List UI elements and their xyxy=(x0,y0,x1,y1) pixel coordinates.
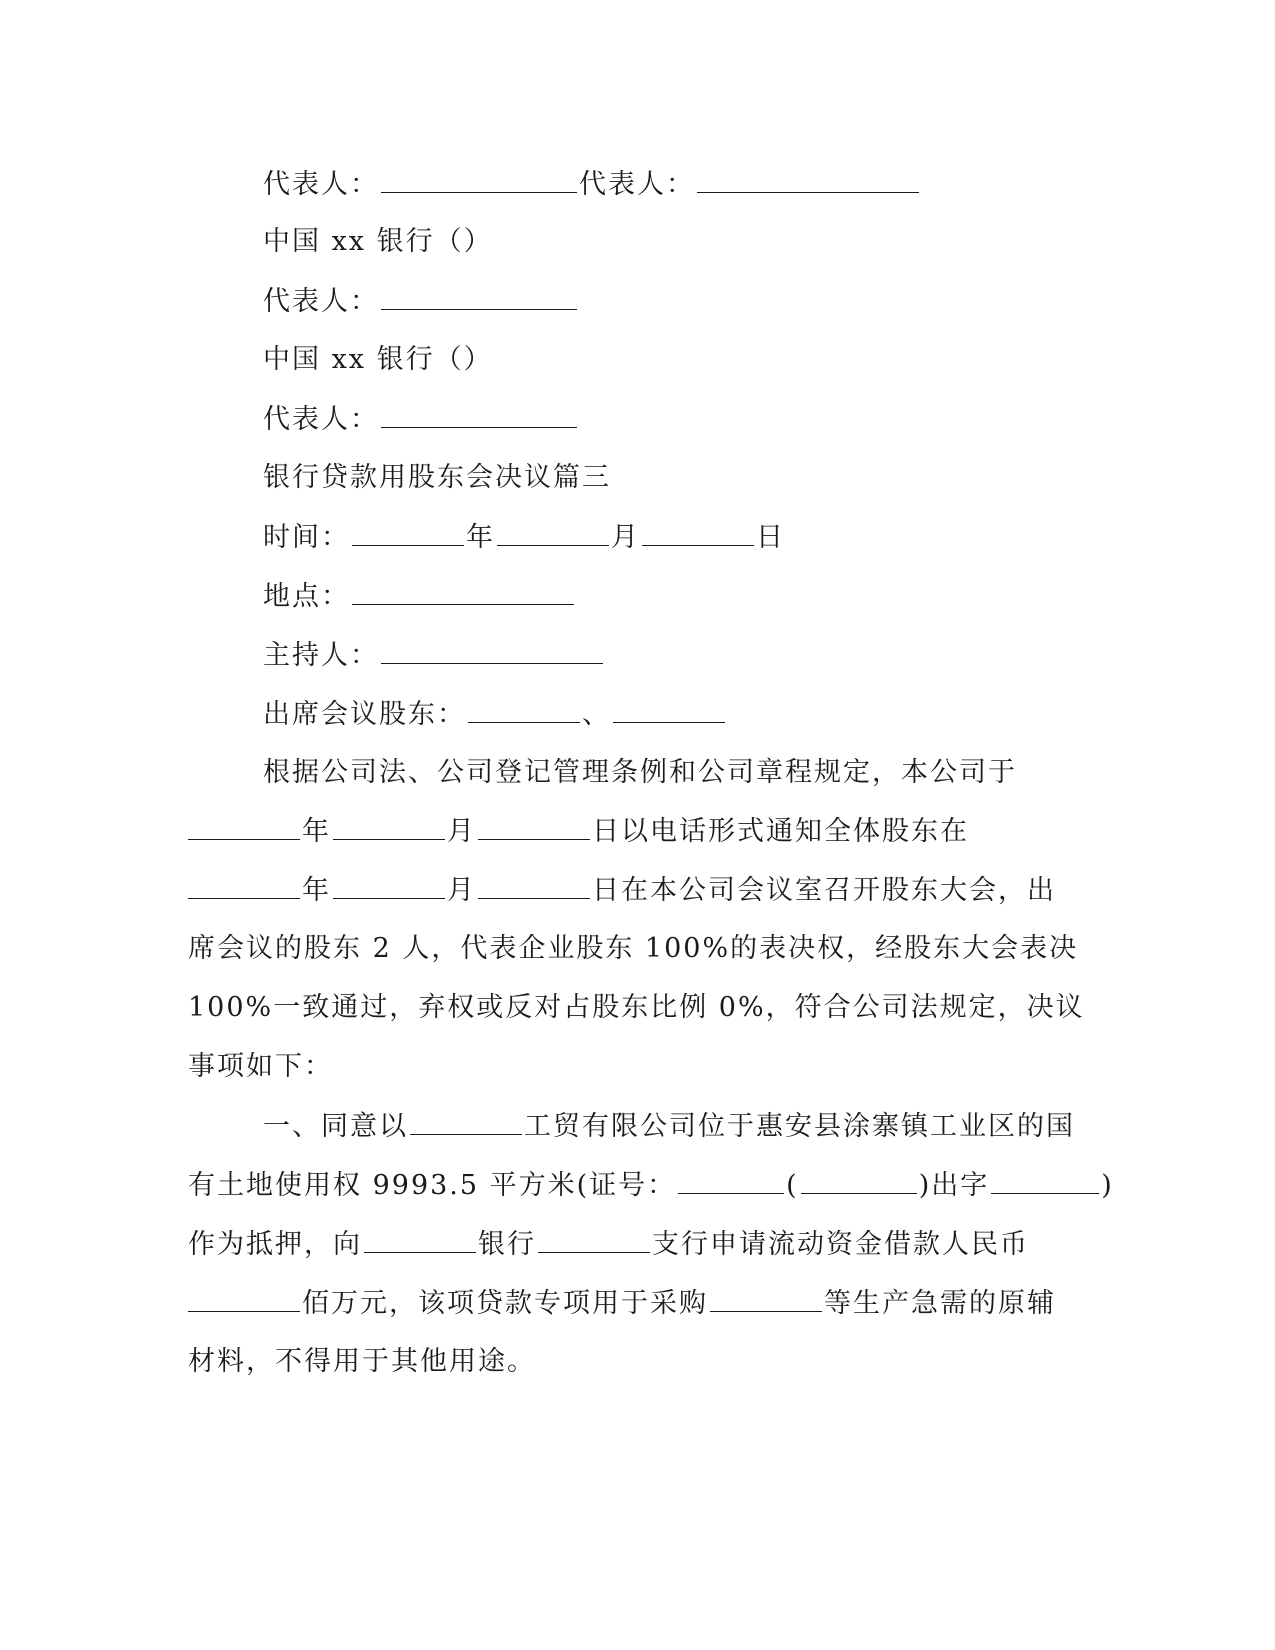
branch-blank xyxy=(538,1226,650,1253)
bank-line-1 xyxy=(263,224,493,260)
bank-line-2 xyxy=(263,342,493,378)
attendees-line xyxy=(263,696,727,733)
paragraph-line xyxy=(188,931,1078,967)
representative-label: 代表人： xyxy=(579,169,695,200)
resolution-line xyxy=(263,1108,1075,1145)
attendee-blank xyxy=(613,696,725,723)
paragraph-line xyxy=(188,990,1085,1026)
bank-name: 中国 xx 银行（） xyxy=(263,226,493,257)
paragraph-line xyxy=(188,813,969,850)
section-title-text: 银行贷款用股东会决议篇三 xyxy=(263,462,611,493)
amount-blank xyxy=(188,1285,300,1312)
month-blank xyxy=(333,813,445,840)
year-label: 年 xyxy=(302,875,331,906)
month-blank xyxy=(497,519,609,546)
host-blank xyxy=(381,637,603,664)
attendees-label: 出席会议股东： xyxy=(263,699,466,730)
resolution-text: 佰万元，该项贷款专项用于采购 xyxy=(302,1288,708,1319)
month-label: 月 xyxy=(447,816,476,847)
paragraph-text: 日以电话形式通知全体股东在 xyxy=(592,816,969,847)
year-label: 年 xyxy=(466,522,495,553)
representative-blank xyxy=(381,401,577,428)
section-title xyxy=(263,460,611,496)
paragraph-text: 日在本公司会议室召开股东大会，出 xyxy=(592,875,1056,906)
resolution-text: ( xyxy=(786,1170,799,1201)
place-line xyxy=(263,578,576,615)
resolution-text: ) xyxy=(1101,1170,1114,1201)
month-blank xyxy=(333,872,445,899)
host-label: 主持人： xyxy=(263,640,379,671)
resolution-line xyxy=(188,1167,1114,1204)
resolution-text: 等生产急需的原辅 xyxy=(824,1288,1056,1319)
paragraph-line xyxy=(188,1049,333,1085)
certificate-blank xyxy=(991,1167,1099,1194)
bank-blank xyxy=(364,1226,476,1253)
resolution-line xyxy=(188,1226,1029,1263)
resolution-text: 银行 xyxy=(478,1229,536,1260)
time-line xyxy=(263,519,785,556)
resolution-text: )出字 xyxy=(918,1170,990,1201)
paragraph-text: 事项如下： xyxy=(188,1051,333,1082)
representative-line-3 xyxy=(263,401,579,438)
attendee-blank xyxy=(468,696,580,723)
paragraph-text: 席会议的股东 2 人，代表企业股东 100%的表决权，经股东大会表决 xyxy=(188,933,1079,964)
resolution-text: 工贸有限公司位于惠安县涂寨镇工业区的国 xyxy=(524,1111,1075,1142)
representative-label: 代表人： xyxy=(263,169,379,200)
day-blank xyxy=(478,813,590,840)
certificate-blank xyxy=(678,1167,784,1194)
resolution-text: 一、同意以 xyxy=(263,1111,408,1142)
representative-label: 代表人： xyxy=(263,286,379,317)
bank-name: 中国 xx 银行（） xyxy=(263,344,493,375)
certificate-blank xyxy=(801,1167,917,1194)
paragraph-text: 100%一致通过，弃权或反对占股东比例 0%，符合公司法规定，决议 xyxy=(188,992,1085,1023)
place-blank xyxy=(352,578,574,605)
material-blank xyxy=(710,1285,822,1312)
year-blank xyxy=(188,813,300,840)
paragraph-line xyxy=(263,755,1017,791)
month-label: 月 xyxy=(611,522,640,553)
representative-blank xyxy=(381,283,577,310)
representative-label: 代表人： xyxy=(263,404,379,435)
resolution-text: 有土地使用权 9993.5 平方米(证号： xyxy=(188,1170,677,1201)
year-blank xyxy=(188,872,300,899)
time-label: 时间： xyxy=(263,522,350,553)
resolution-line xyxy=(188,1285,1056,1322)
day-blank xyxy=(478,872,590,899)
resolution-text: 作为抵押，向 xyxy=(188,1229,362,1260)
resolution-text: 材料，不得用于其他用途。 xyxy=(188,1346,536,1377)
host-line xyxy=(263,637,605,674)
company-blank xyxy=(410,1108,522,1135)
day-blank xyxy=(642,519,754,546)
resolution-text: 支行申请流动资金借款人民币 xyxy=(652,1229,1029,1260)
resolution-line xyxy=(188,1344,536,1380)
day-label: 日 xyxy=(756,522,785,553)
separator: 、 xyxy=(582,699,611,730)
paragraph-line xyxy=(188,872,1056,909)
representative-line-1 xyxy=(263,166,921,203)
representative-blank xyxy=(697,166,919,193)
representative-line-2 xyxy=(263,283,579,320)
paragraph-text: 根据公司法、公司登记管理条例和公司章程规定，本公司于 xyxy=(263,757,1017,788)
month-label: 月 xyxy=(447,875,476,906)
place-label: 地点： xyxy=(263,581,350,612)
year-label: 年 xyxy=(302,816,331,847)
representative-blank xyxy=(381,166,577,193)
year-blank xyxy=(352,519,464,546)
